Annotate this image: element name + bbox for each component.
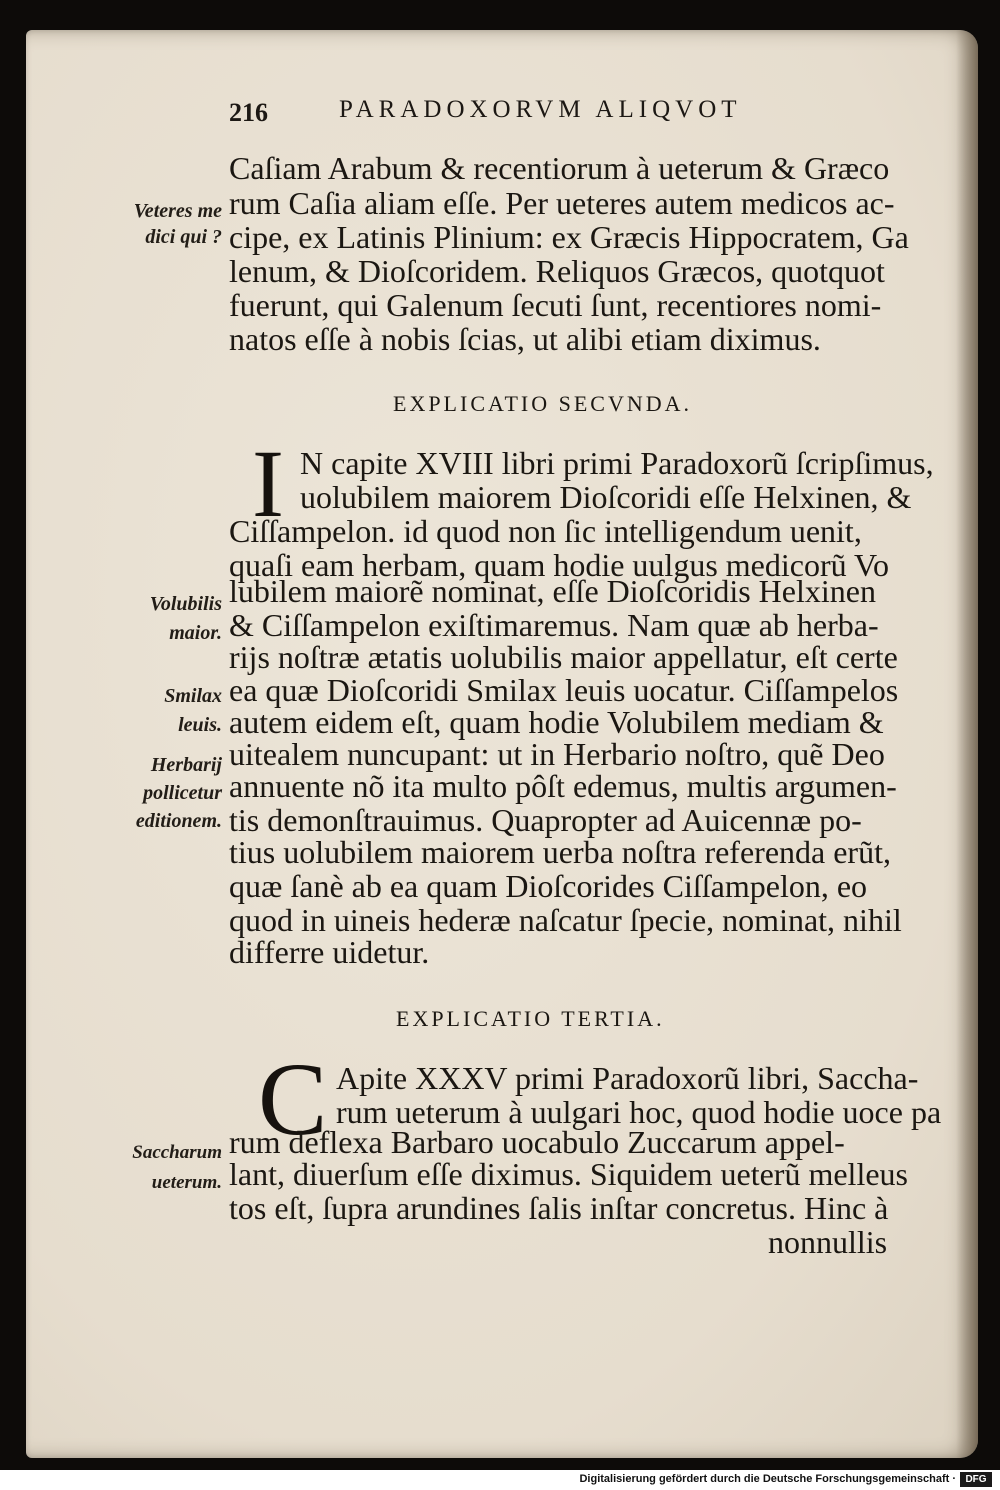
margin-note: ueterum.: [151, 1172, 222, 1193]
drop-cap: C: [258, 1042, 328, 1157]
text-line: Ciſſampelon. id quod non ſic intelligendum uenit,: [229, 513, 862, 549]
margin-note: Smilax: [164, 685, 222, 707]
margin-note: Volubilis: [149, 593, 222, 615]
margin-note: Veteres me: [133, 200, 222, 222]
text-line: autem eidem eſt, quam hodie Volubilem mediam &: [229, 704, 884, 740]
running-title: PARADOXORVM ALIQVOT: [339, 96, 742, 123]
margin-note: leuis.: [178, 714, 222, 736]
text-line: rum ueterum à uulgari hoc, quod hodie uoce pa: [336, 1094, 942, 1130]
margin-note: pollicetur: [143, 782, 222, 804]
digitization-credit: Digitalisierung gefördert durch die Deutsche Forschungsgemeinschaft ·: [579, 1473, 956, 1485]
text-line: lubilem maiorẽ nominat, eſſe Dioſcoridis Helxinen: [229, 573, 876, 609]
text-line: ea quæ Dioſcoridi Smilax leuis uocatur. Ciſſampelos: [229, 672, 899, 708]
text-line: natos eſſe à nobis ſcias, ut alibi etiam diximus.: [229, 321, 821, 357]
text-line: fuerunt, qui Galenum ſecuti ſunt, recentiores nomi-: [229, 287, 882, 323]
text-line: quaſi eam herbam, quam hodie uulgus medicorũ Vo: [229, 547, 890, 583]
text-line: tis demonſtrauimus. Quapropter ad Auicennæ po-: [229, 802, 862, 838]
text-line: annuente nõ ita multo pôſt edemus, multis argumen-: [229, 768, 897, 804]
text-line: uitealem nuncupant: ut in Herbario noſtro, quẽ Deo: [229, 736, 885, 772]
margin-note: dici qui ?: [145, 226, 222, 248]
margin-note: Herbarij: [150, 754, 222, 776]
dfg-logo: DFG: [960, 1472, 992, 1487]
margin-note: editionem.: [135, 810, 222, 832]
text-line: rum Caſia aliam eſſe. Per ueteres autem medicos ac-: [229, 185, 895, 221]
text-line: cipe, ex Latinis Plinium: ex Græcis Hippocratem, Ga: [229, 219, 909, 255]
text-line: tos eſt, ſupra arundines ſalis inſtar concretus. Hinc à: [229, 1190, 889, 1226]
text-line: lant, diuerſum eſſe diximus. Siquidem ueterũ melleus: [229, 1156, 908, 1192]
page-edge-shadow: [956, 30, 978, 1458]
text-line: Apite XXXV primi Paradoxorũ libri, Saccha-: [336, 1060, 919, 1096]
text-line: & Ciſſampelon exiſtimaremus. Nam quæ ab herba-: [229, 607, 879, 643]
text-line: tius uolubilem maiorem uerba noſtra referenda erũt,: [229, 834, 891, 870]
section-heading: EXPLICATIO TERTIA.: [396, 1006, 665, 1031]
text-line: Caſiam Arabum & recentiorum à ueterum & Græco: [229, 150, 890, 186]
text-line: lenum, & Dioſcoridem. Reliquos Græcos, quotquot: [229, 253, 885, 289]
margin-note: Saccharum: [132, 1142, 222, 1163]
catchword: nonnullis: [768, 1224, 888, 1260]
margin-note: maior.: [169, 622, 222, 644]
text-line: differre uidetur.: [229, 934, 430, 970]
text-line: quod in uineis hederæ naſcatur ſpecie, nominat, nihil: [229, 902, 902, 938]
page-number: 216: [229, 98, 268, 127]
drop-cap: I: [252, 430, 284, 537]
section-heading: EXPLICATIO SECVNDA.: [393, 391, 692, 416]
text-line: rijs noſtræ ætatis uolubilis maior appellatur, eſt certe: [229, 639, 898, 675]
text-line: rum deflexa Barbaro uocabulo Zuccarum appel-: [229, 1124, 845, 1160]
text-line: N capite XVIII libri primi Paradoxorũ ſcripſimus,: [300, 445, 934, 481]
text-line: uolubilem maiorem Dioſcoridi eſſe Helxinen, &: [300, 479, 912, 515]
footer-bar: [0, 1470, 1000, 1490]
text-line: quæ ſanè ab ea quam Dioſcorides Ciſſampelon, eo: [229, 868, 868, 904]
